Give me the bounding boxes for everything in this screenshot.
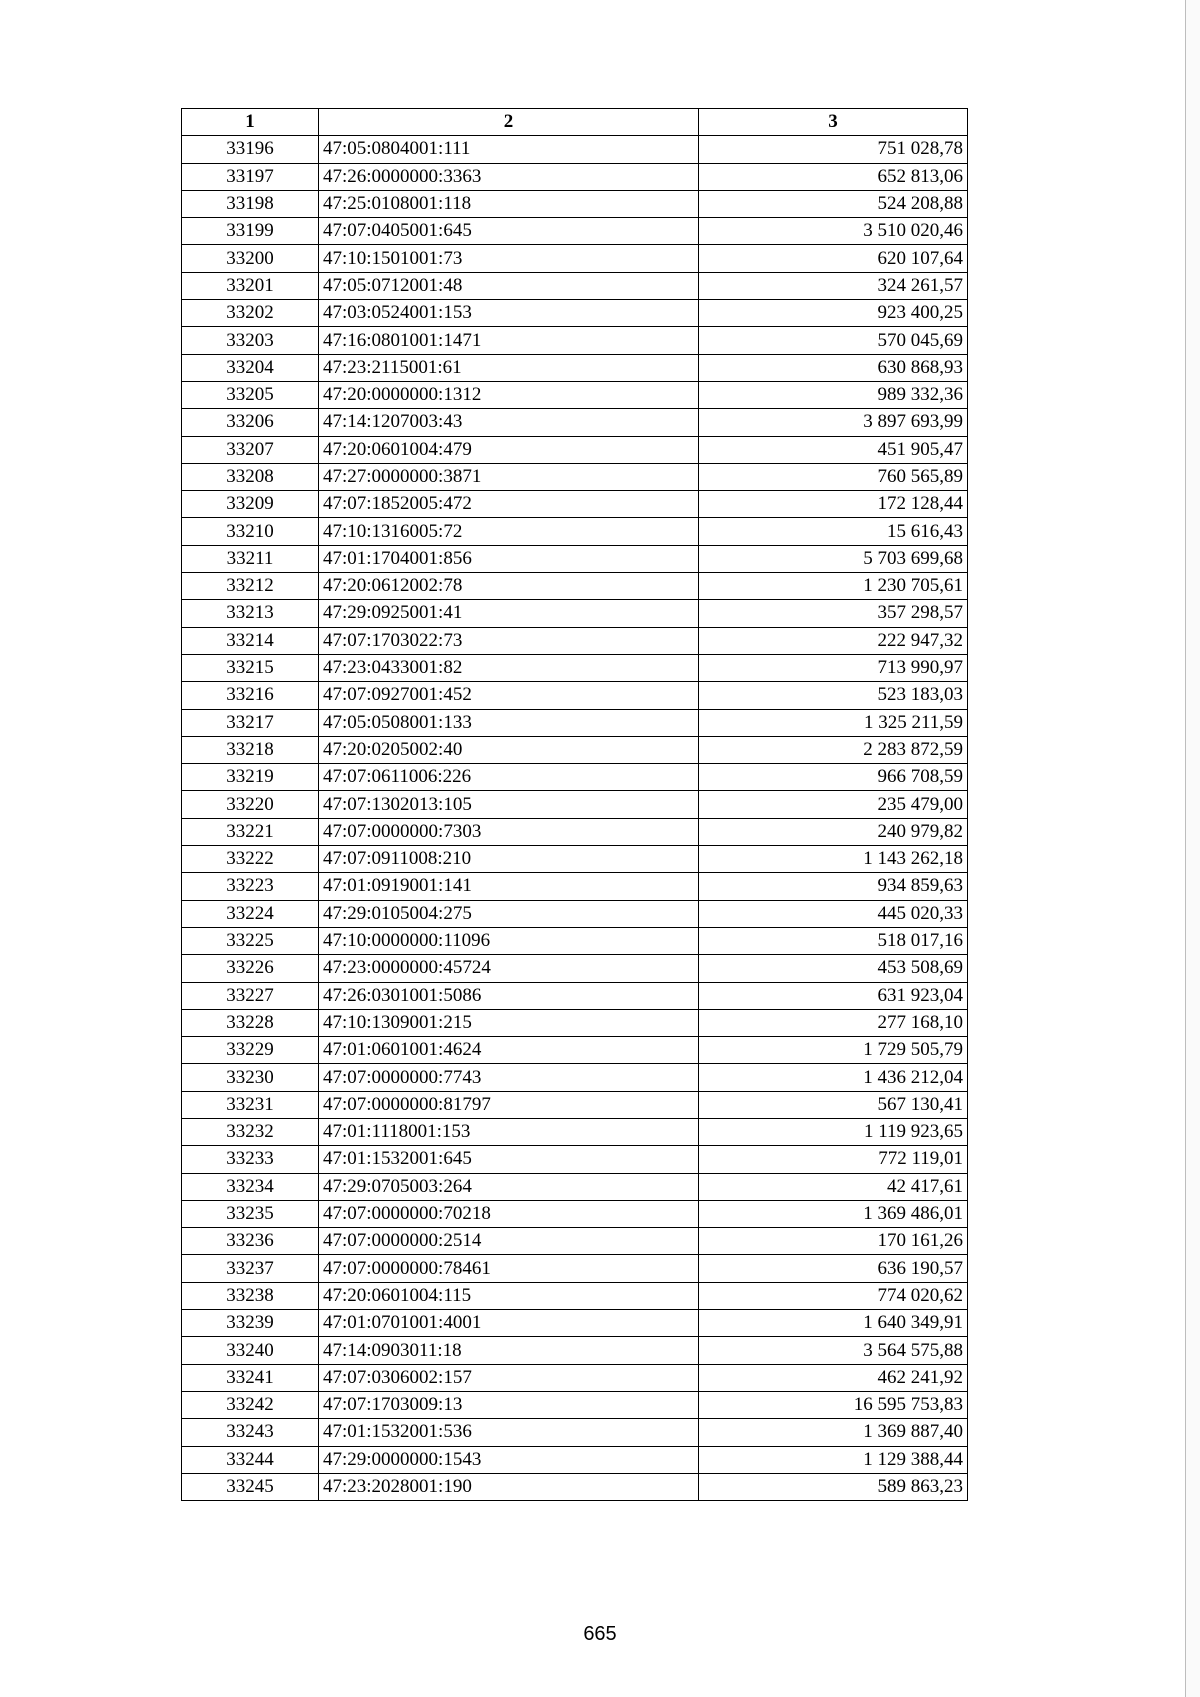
row-number-cell: 33234: [182, 1173, 319, 1200]
row-number-cell: 33241: [182, 1364, 319, 1391]
cadastral-number-cell: 47:05:0508001:133: [319, 709, 699, 736]
cadastral-value-cell: 1 143 262,18: [699, 846, 968, 873]
cadastral-value-cell: 222 947,32: [699, 627, 968, 654]
row-number-cell: 33202: [182, 300, 319, 327]
cadastral-value-cell: 923 400,25: [699, 300, 968, 327]
row-number-cell: 33199: [182, 218, 319, 245]
row-number-cell: 33239: [182, 1310, 319, 1337]
table-row: [182, 927, 968, 954]
table-body: [182, 136, 968, 1501]
column-header-2: 2: [319, 109, 699, 136]
table-row: [182, 1255, 968, 1282]
row-number-cell: 33231: [182, 1091, 319, 1118]
cadastral-value-cell: 589 863,23: [699, 1473, 968, 1500]
table-row: [182, 736, 968, 763]
cadastral-number-cell: 47:01:1532001:645: [319, 1146, 699, 1173]
cadastral-value-cell: 235 479,00: [699, 791, 968, 818]
cadastral-number-cell: 47:07:0911008:210: [319, 846, 699, 873]
row-number-cell: 33237: [182, 1255, 319, 1282]
table-row: [182, 190, 968, 217]
table-row: [182, 791, 968, 818]
cadastral-number-cell: 47:07:0000000:7303: [319, 818, 699, 845]
table-row: [182, 1037, 968, 1064]
cadastral-number-cell: 47:07:1852005:472: [319, 491, 699, 518]
row-number-cell: 33197: [182, 163, 319, 190]
cadastral-number-cell: 47:10:1309001:215: [319, 1009, 699, 1036]
cadastral-number-cell: 47:05:0712001:48: [319, 272, 699, 299]
row-number-cell: 33224: [182, 900, 319, 927]
cadastral-number-cell: 47:20:0601004:479: [319, 436, 699, 463]
table-row: [182, 1173, 968, 1200]
cadastral-value-cell: 1 640 349,91: [699, 1310, 968, 1337]
row-number-cell: 33227: [182, 982, 319, 1009]
table-row: [182, 1364, 968, 1391]
cadastral-number-cell: 47:23:0433001:82: [319, 654, 699, 681]
cadastral-number-cell: 47:07:0000000:81797: [319, 1091, 699, 1118]
row-number-cell: 33214: [182, 627, 319, 654]
cadastral-number-cell: 47:01:0701001:4001: [319, 1310, 699, 1337]
cadastral-value-cell: 518 017,16: [699, 927, 968, 954]
row-number-cell: 33209: [182, 491, 319, 518]
row-number-cell: 33203: [182, 327, 319, 354]
table-row: [182, 1391, 968, 1418]
cadastral-value-cell: 3 510 020,46: [699, 218, 968, 245]
cadastral-value-cell: 15 616,43: [699, 518, 968, 545]
cadastral-value-cell: 652 813,06: [699, 163, 968, 190]
cadastral-value-cell: 240 979,82: [699, 818, 968, 845]
cadastral-number-cell: 47:01:1704001:856: [319, 545, 699, 572]
row-number-cell: 33196: [182, 136, 319, 163]
cadastral-value-cell: 16 595 753,83: [699, 1391, 968, 1418]
table-row: [182, 136, 968, 163]
cadastral-value-cell: 630 868,93: [699, 354, 968, 381]
row-number-cell: 33215: [182, 654, 319, 681]
cadastral-value-cell: 570 045,69: [699, 327, 968, 354]
row-number-cell: 33200: [182, 245, 319, 272]
cadastral-number-cell: 47:07:1703022:73: [319, 627, 699, 654]
cadastral-value-cell: 462 241,92: [699, 1364, 968, 1391]
cadastral-value-cell: 5 703 699,68: [699, 545, 968, 572]
cadastral-number-cell: 47:07:0000000:2514: [319, 1228, 699, 1255]
cadastral-value-cell: 760 565,89: [699, 463, 968, 490]
cadastral-number-cell: 47:20:0000000:1312: [319, 381, 699, 408]
table-row: [182, 491, 968, 518]
table-row: [182, 327, 968, 354]
table-row: [182, 1446, 968, 1473]
cadastral-number-cell: 47:10:1316005:72: [319, 518, 699, 545]
cadastral-number-cell: 47:16:0801001:1471: [319, 327, 699, 354]
cadastral-value-cell: 445 020,33: [699, 900, 968, 927]
cadastral-number-cell: 47:20:0612002:78: [319, 573, 699, 600]
row-number-cell: 33220: [182, 791, 319, 818]
table-row: [182, 846, 968, 873]
table-row: [182, 682, 968, 709]
cadastral-number-cell: 47:23:2115001:61: [319, 354, 699, 381]
table-row: [182, 1064, 968, 1091]
row-number-cell: 33210: [182, 518, 319, 545]
row-number-cell: 33233: [182, 1146, 319, 1173]
cadastral-number-cell: 47:26:0301001:5086: [319, 982, 699, 1009]
row-number-cell: 33208: [182, 463, 319, 490]
row-number-cell: 33217: [182, 709, 319, 736]
row-number-cell: 33212: [182, 573, 319, 600]
cadastral-number-cell: 47:27:0000000:3871: [319, 463, 699, 490]
row-number-cell: 33222: [182, 846, 319, 873]
table-row: [182, 982, 968, 1009]
row-number-cell: 33230: [182, 1064, 319, 1091]
cadastral-value-cell: 713 990,97: [699, 654, 968, 681]
cadastral-number-cell: 47:10:1501001:73: [319, 245, 699, 272]
cadastral-number-cell: 47:25:0108001:118: [319, 190, 699, 217]
cadastral-number-cell: 47:20:0205002:40: [319, 736, 699, 763]
cadastral-number-cell: 47:07:0611006:226: [319, 764, 699, 791]
cadastral-value-cell: 636 190,57: [699, 1255, 968, 1282]
cadastral-number-cell: 47:07:0927001:452: [319, 682, 699, 709]
row-number-cell: 33242: [182, 1391, 319, 1418]
row-number-cell: 33223: [182, 873, 319, 900]
cadastral-value-cell: 172 128,44: [699, 491, 968, 518]
cadastral-value-cell: 357 298,57: [699, 600, 968, 627]
table-row: [182, 1009, 968, 1036]
row-number-cell: 33228: [182, 1009, 319, 1036]
cadastral-value-cell: 772 119,01: [699, 1146, 968, 1173]
table-row: [182, 545, 968, 572]
table-row: [182, 573, 968, 600]
row-number-cell: 33244: [182, 1446, 319, 1473]
cadastral-value-cell: 1 325 211,59: [699, 709, 968, 736]
row-number-cell: 33235: [182, 1200, 319, 1227]
row-number-cell: 33232: [182, 1118, 319, 1145]
table-row: [182, 218, 968, 245]
row-number-cell: 33204: [182, 354, 319, 381]
row-number-cell: 33221: [182, 818, 319, 845]
cadastral-value-cell: 1 729 505,79: [699, 1037, 968, 1064]
cadastral-value-cell: 1 369 486,01: [699, 1200, 968, 1227]
table-row: [182, 1337, 968, 1364]
cadastral-value-cell: 3 897 693,99: [699, 409, 968, 436]
row-number-cell: 33207: [182, 436, 319, 463]
row-number-cell: 33198: [182, 190, 319, 217]
table-row: [182, 955, 968, 982]
cadastral-number-cell: 47:07:0000000:7743: [319, 1064, 699, 1091]
table-row: [182, 245, 968, 272]
cadastral-value-cell: 631 923,04: [699, 982, 968, 1009]
cadastral-value-cell: 1 369 887,40: [699, 1419, 968, 1446]
cadastral-value-cell: 751 028,78: [699, 136, 968, 163]
row-number-cell: 33211: [182, 545, 319, 572]
table-row: [182, 409, 968, 436]
cadastral-number-cell: 47:29:0000000:1543: [319, 1446, 699, 1473]
row-number-cell: 33236: [182, 1228, 319, 1255]
row-number-cell: 33226: [182, 955, 319, 982]
row-number-cell: 33238: [182, 1282, 319, 1309]
cadastral-number-cell: 47:23:2028001:190: [319, 1473, 699, 1500]
row-number-cell: 33218: [182, 736, 319, 763]
table-row: [182, 1228, 968, 1255]
cadastral-value-cell: 1 129 388,44: [699, 1446, 968, 1473]
cadastral-value-cell: 966 708,59: [699, 764, 968, 791]
table-row: [182, 272, 968, 299]
row-number-cell: 33206: [182, 409, 319, 436]
row-number-cell: 33205: [182, 381, 319, 408]
cadastral-value-cell: 934 859,63: [699, 873, 968, 900]
cadastral-value-cell: 2 283 872,59: [699, 736, 968, 763]
cadastral-number-cell: 47:03:0524001:153: [319, 300, 699, 327]
cadastral-number-cell: 47:10:0000000:11096: [319, 927, 699, 954]
cadastral-value-cell: 170 161,26: [699, 1228, 968, 1255]
table-row: [182, 436, 968, 463]
cadastral-value-cell: 42 417,61: [699, 1173, 968, 1200]
row-number-cell: 33243: [182, 1419, 319, 1446]
cadastral-value-cell: 451 905,47: [699, 436, 968, 463]
cadastral-number-cell: 47:20:0601004:115: [319, 1282, 699, 1309]
table-row: [182, 300, 968, 327]
table-row: [182, 873, 968, 900]
column-header-3: 3: [699, 109, 968, 136]
cadastral-value-cell: 3 564 575,88: [699, 1337, 968, 1364]
cadastral-number-cell: 47:14:0903011:18: [319, 1337, 699, 1364]
cadastral-value-cell: 989 332,36: [699, 381, 968, 408]
table-row: [182, 764, 968, 791]
table-header-row: [182, 109, 968, 136]
row-number-cell: 33213: [182, 600, 319, 627]
cadastral-value-cell: 774 020,62: [699, 1282, 968, 1309]
table-row: [182, 627, 968, 654]
page-edge: [1185, 0, 1200, 1697]
table-row: [182, 1091, 968, 1118]
cadastral-value-cell: 1 230 705,61: [699, 573, 968, 600]
cadastral-value-cell: 277 168,10: [699, 1009, 968, 1036]
cadastral-number-cell: 47:01:0919001:141: [319, 873, 699, 900]
cadastral-number-cell: 47:05:0804001:111: [319, 136, 699, 163]
cadastral-number-cell: 47:07:0000000:70218: [319, 1200, 699, 1227]
row-number-cell: 33201: [182, 272, 319, 299]
page-number: 665: [583, 1623, 617, 1645]
cadastral-number-cell: 47:26:0000000:3363: [319, 163, 699, 190]
cadastral-number-cell: 47:01:1532001:536: [319, 1419, 699, 1446]
cadastral-value-cell: 453 508,69: [699, 955, 968, 982]
table-row: [182, 1473, 968, 1500]
row-number-cell: 33216: [182, 682, 319, 709]
row-number-cell: 33219: [182, 764, 319, 791]
cadastral-value-cell: 324 261,57: [699, 272, 968, 299]
table-row: [182, 900, 968, 927]
table-row: [182, 1118, 968, 1145]
cadastral-number-cell: 47:29:0105004:275: [319, 900, 699, 927]
cadastral-value-cell: 1 436 212,04: [699, 1064, 968, 1091]
row-number-cell: 33225: [182, 927, 319, 954]
cadastral-value-table: [181, 108, 968, 1501]
row-number-cell: 33229: [182, 1037, 319, 1064]
cadastral-value-cell: 620 107,64: [699, 245, 968, 272]
cadastral-value-cell: 524 208,88: [699, 190, 968, 217]
row-number-cell: 33240: [182, 1337, 319, 1364]
table-row: [182, 600, 968, 627]
table-row: [182, 518, 968, 545]
cadastral-number-cell: 47:07:0306002:157: [319, 1364, 699, 1391]
table-row: [182, 818, 968, 845]
table-row: [182, 1419, 968, 1446]
cadastral-number-cell: 47:07:0405001:645: [319, 218, 699, 245]
cadastral-number-cell: 47:07:0000000:78461: [319, 1255, 699, 1282]
cadastral-value-cell: 567 130,41: [699, 1091, 968, 1118]
cadastral-number-cell: 47:23:0000000:45724: [319, 955, 699, 982]
table-row: [182, 654, 968, 681]
cadastral-number-cell: 47:01:1118001:153: [319, 1118, 699, 1145]
row-number-cell: 33245: [182, 1473, 319, 1500]
cadastral-value-cell: 1 119 923,65: [699, 1118, 968, 1145]
table-row: [182, 709, 968, 736]
table-row: [182, 1200, 968, 1227]
cadastral-number-cell: 47:29:0925001:41: [319, 600, 699, 627]
column-header-1: 1: [182, 109, 319, 136]
cadastral-number-cell: 47:29:0705003:264: [319, 1173, 699, 1200]
cadastral-number-cell: 47:07:1703009:13: [319, 1391, 699, 1418]
cadastral-number-cell: 47:07:1302013:105: [319, 791, 699, 818]
table-row: [182, 163, 968, 190]
table-row: [182, 463, 968, 490]
cadastral-number-cell: 47:01:0601001:4624: [319, 1037, 699, 1064]
table-row: [182, 354, 968, 381]
table-row: [182, 1146, 968, 1173]
cadastral-value-cell: 523 183,03: [699, 682, 968, 709]
table-row: [182, 1282, 968, 1309]
table-row: [182, 1310, 968, 1337]
table-row: [182, 381, 968, 408]
cadastral-number-cell: 47:14:1207003:43: [319, 409, 699, 436]
